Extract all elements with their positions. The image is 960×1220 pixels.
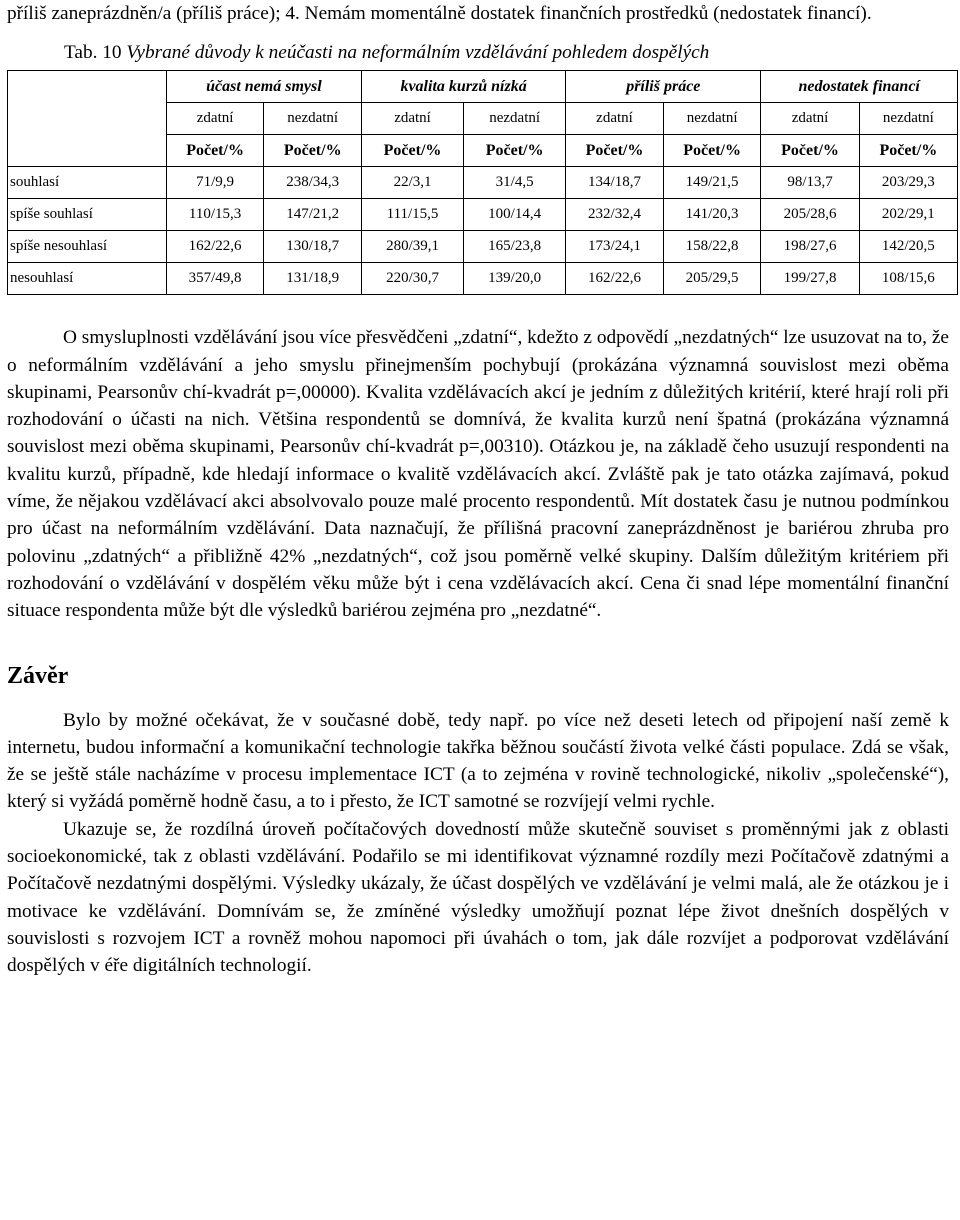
subheader-cell: zdatní — [761, 103, 859, 135]
table-corner-cell — [8, 71, 167, 103]
unit-cell: Počet/% — [663, 135, 761, 167]
subheader-cell: nezdatní — [264, 103, 362, 135]
table-cell: 205/29,5 — [663, 263, 761, 295]
table-cell: 147/21,2 — [264, 199, 362, 231]
table-row — [8, 167, 958, 199]
unit-cell: Počet/% — [362, 135, 464, 167]
intro-text: příliš zaneprázdněn/a (příliš práce); 4. Nemám momentálně dostatek finančních prostředků (nedostatek financí). — [7, 3, 872, 24]
table-caption-prefix: Tab. 10 — [64, 42, 122, 64]
table-cell: 108/15,6 — [859, 263, 957, 295]
table-group-header-row — [8, 71, 958, 103]
table-cell: 110/15,3 — [166, 199, 264, 231]
table-corner-cell — [8, 103, 167, 135]
group-header: kvalita kurzů nízká — [362, 71, 566, 103]
paragraph-3: Ukazuje se, že rozdílná úroveň počítačových dovedností může skutečně souviset s proměnnými jak z oblasti socioekonomické, tak z oblasti vzdělávání. Podařilo se mi identifikovat významné rozdíly mezi Počítačově zdatnými a Počítačově nezdatnými dospělými. Výsledky ukázaly, že účast dospělých ve vzdělávání je velmi malá, ale že otázkou je i motivace ke vzdělávání. Domnívám se, že zmíněné výsledky umožňují poznat lépe život dnešních dospělých v souvislosti s rozvojem ICT a rovněž mohou napomoci při úvahách o tom, jak dále rozvíjet a podporovat vzdělávání dospělých v éře digitálních technologií. — [7, 818, 949, 977]
document-page — [7, 0, 949, 980]
group-header: účast nemá smysl — [166, 71, 361, 103]
table-row — [8, 231, 958, 263]
table-cell: 131/18,9 — [264, 263, 362, 295]
table-cell: 149/21,5 — [663, 167, 761, 199]
table-cell: 202/29,1 — [859, 199, 957, 231]
table-cell: 141/20,3 — [663, 199, 761, 231]
subheader-cell: zdatní — [166, 103, 264, 135]
row-label: spíše nesouhlasí — [8, 231, 167, 263]
table-cell: 165/23,8 — [464, 231, 566, 263]
table-cell: 22/3,1 — [362, 167, 464, 199]
table-subheader-row — [8, 103, 958, 135]
table-cell: 280/39,1 — [362, 231, 464, 263]
table-cell: 139/20,0 — [464, 263, 566, 295]
paragraph-1: O smysluplnosti vzdělávání jsou více přesvědčeni „zdatní“, kdežto z odpovědí „nezdatných“ lze usuzovat na to, že o neformálním vzdělávání a jeho smyslu přinejmenším pochybují (prokázána významná souvislost mezi oběma skupinami, Pearsonův chí-kvadrát p=,00000). Kvalita vzdělávacích akcí je jedním z důležitých kritérií, které hrají roli při rozhodování o účasti na nich. Většina respondentů se domnívá, že kvalita kurzů není špatná (prokázána významná souvislost mezi oběma skupinami, Pearsonův chí-kvadrát p=,00310). Otázkou je, na základě čeho usuzují respondenti na kvalitu kurzů, případně, kde hledají informace o kvalitě vzdělávacích akcí. Zvláště pak je tato otázka zajímavá, pokud víme, že nějakou vzdělávací akci absolvovalo pouze malé procento respondentů. Mít dostatek času je nutnou podmínkou pro účast na neformálním vzdělávání. Data naznačují, že přílišná pracovní zaneprázdněnost je bariérou zhruba pro polovinu „zdatných“ a přibližně 42% „nezdatných“, což jsou poměrně velké skupiny. Dalším důležitým kritériem při rozhodování o vzdělávání v dospělém věku může být i cena vzdělávacích akcí. Cena či snad lépe momentální finanční situace respondenta může být dle výsledků bariérou zejména pro „nezdatné“. — [7, 327, 949, 622]
unit-cell: Počet/% — [566, 135, 664, 167]
unit-cell: Počet/% — [166, 135, 264, 167]
table-cell: 357/49,8 — [166, 263, 264, 295]
table-caption-title: Vybrané důvody k neúčasti na neformálním vzdělávání pohledem dospělých — [126, 42, 710, 64]
row-label: souhlasí — [8, 167, 167, 199]
subheader-cell: nezdatní — [859, 103, 957, 135]
table-cell: 111/15,5 — [362, 199, 464, 231]
table-cell: 158/22,8 — [663, 231, 761, 263]
table-cell: 238/34,3 — [264, 167, 362, 199]
table-cell: 31/4,5 — [464, 167, 566, 199]
group-header: příliš práce — [566, 71, 761, 103]
unit-cell: Počet/% — [761, 135, 859, 167]
subheader-cell: zdatní — [362, 103, 464, 135]
table-cell: 232/32,4 — [566, 199, 664, 231]
unit-cell: Počet/% — [264, 135, 362, 167]
table-cell: 173/24,1 — [566, 231, 664, 263]
table-cell: 203/29,3 — [859, 167, 957, 199]
subheader-cell: zdatní — [566, 103, 664, 135]
table-row — [8, 263, 958, 295]
group-header: nedostatek financí — [761, 71, 958, 103]
row-label: nesouhlasí — [8, 263, 167, 295]
table-cell: 199/27,8 — [761, 263, 859, 295]
table-cell: 220/30,7 — [362, 263, 464, 295]
table-caption — [64, 39, 949, 66]
table-unit-row — [8, 135, 958, 167]
unit-cell: Počet/% — [859, 135, 957, 167]
table-cell: 198/27,6 — [761, 231, 859, 263]
table-cell: 100/14,4 — [464, 199, 566, 231]
table-cell: 98/13,7 — [761, 167, 859, 199]
table-row — [8, 199, 958, 231]
subheader-cell: nezdatní — [663, 103, 761, 135]
table-cell: 71/9,9 — [166, 167, 264, 199]
table-cell: 205/28,6 — [761, 199, 859, 231]
unit-cell: Počet/% — [464, 135, 566, 167]
table-cell: 162/22,6 — [566, 263, 664, 295]
subheader-cell: nezdatní — [464, 103, 566, 135]
paragraph-2: Bylo by možné očekávat, že v současné době, tedy např. po více než deseti letech od připojení naší země k internetu, budou informační a komunikační technologie takřka běžnou součástí života velké části populace. Zdá se však, že se ještě stále nacházíme v procesu implementace ICT (a to zejména v rovině technologické, nikoliv „společenské“), který si vyžádá poměrně hodně času, a to i přesto, že ICT samotné se rozvíjejí velmi rychle. — [7, 709, 949, 813]
table-cell: 142/20,5 — [859, 231, 957, 263]
table-cell: 134/18,7 — [566, 167, 664, 199]
row-label: spíše souhlasí — [8, 199, 167, 231]
table-cell: 130/18,7 — [264, 231, 362, 263]
table-cell: 162/22,6 — [166, 231, 264, 263]
section-heading: Závěr — [7, 662, 69, 689]
table-corner-cell — [8, 135, 167, 167]
data-table — [7, 70, 958, 295]
